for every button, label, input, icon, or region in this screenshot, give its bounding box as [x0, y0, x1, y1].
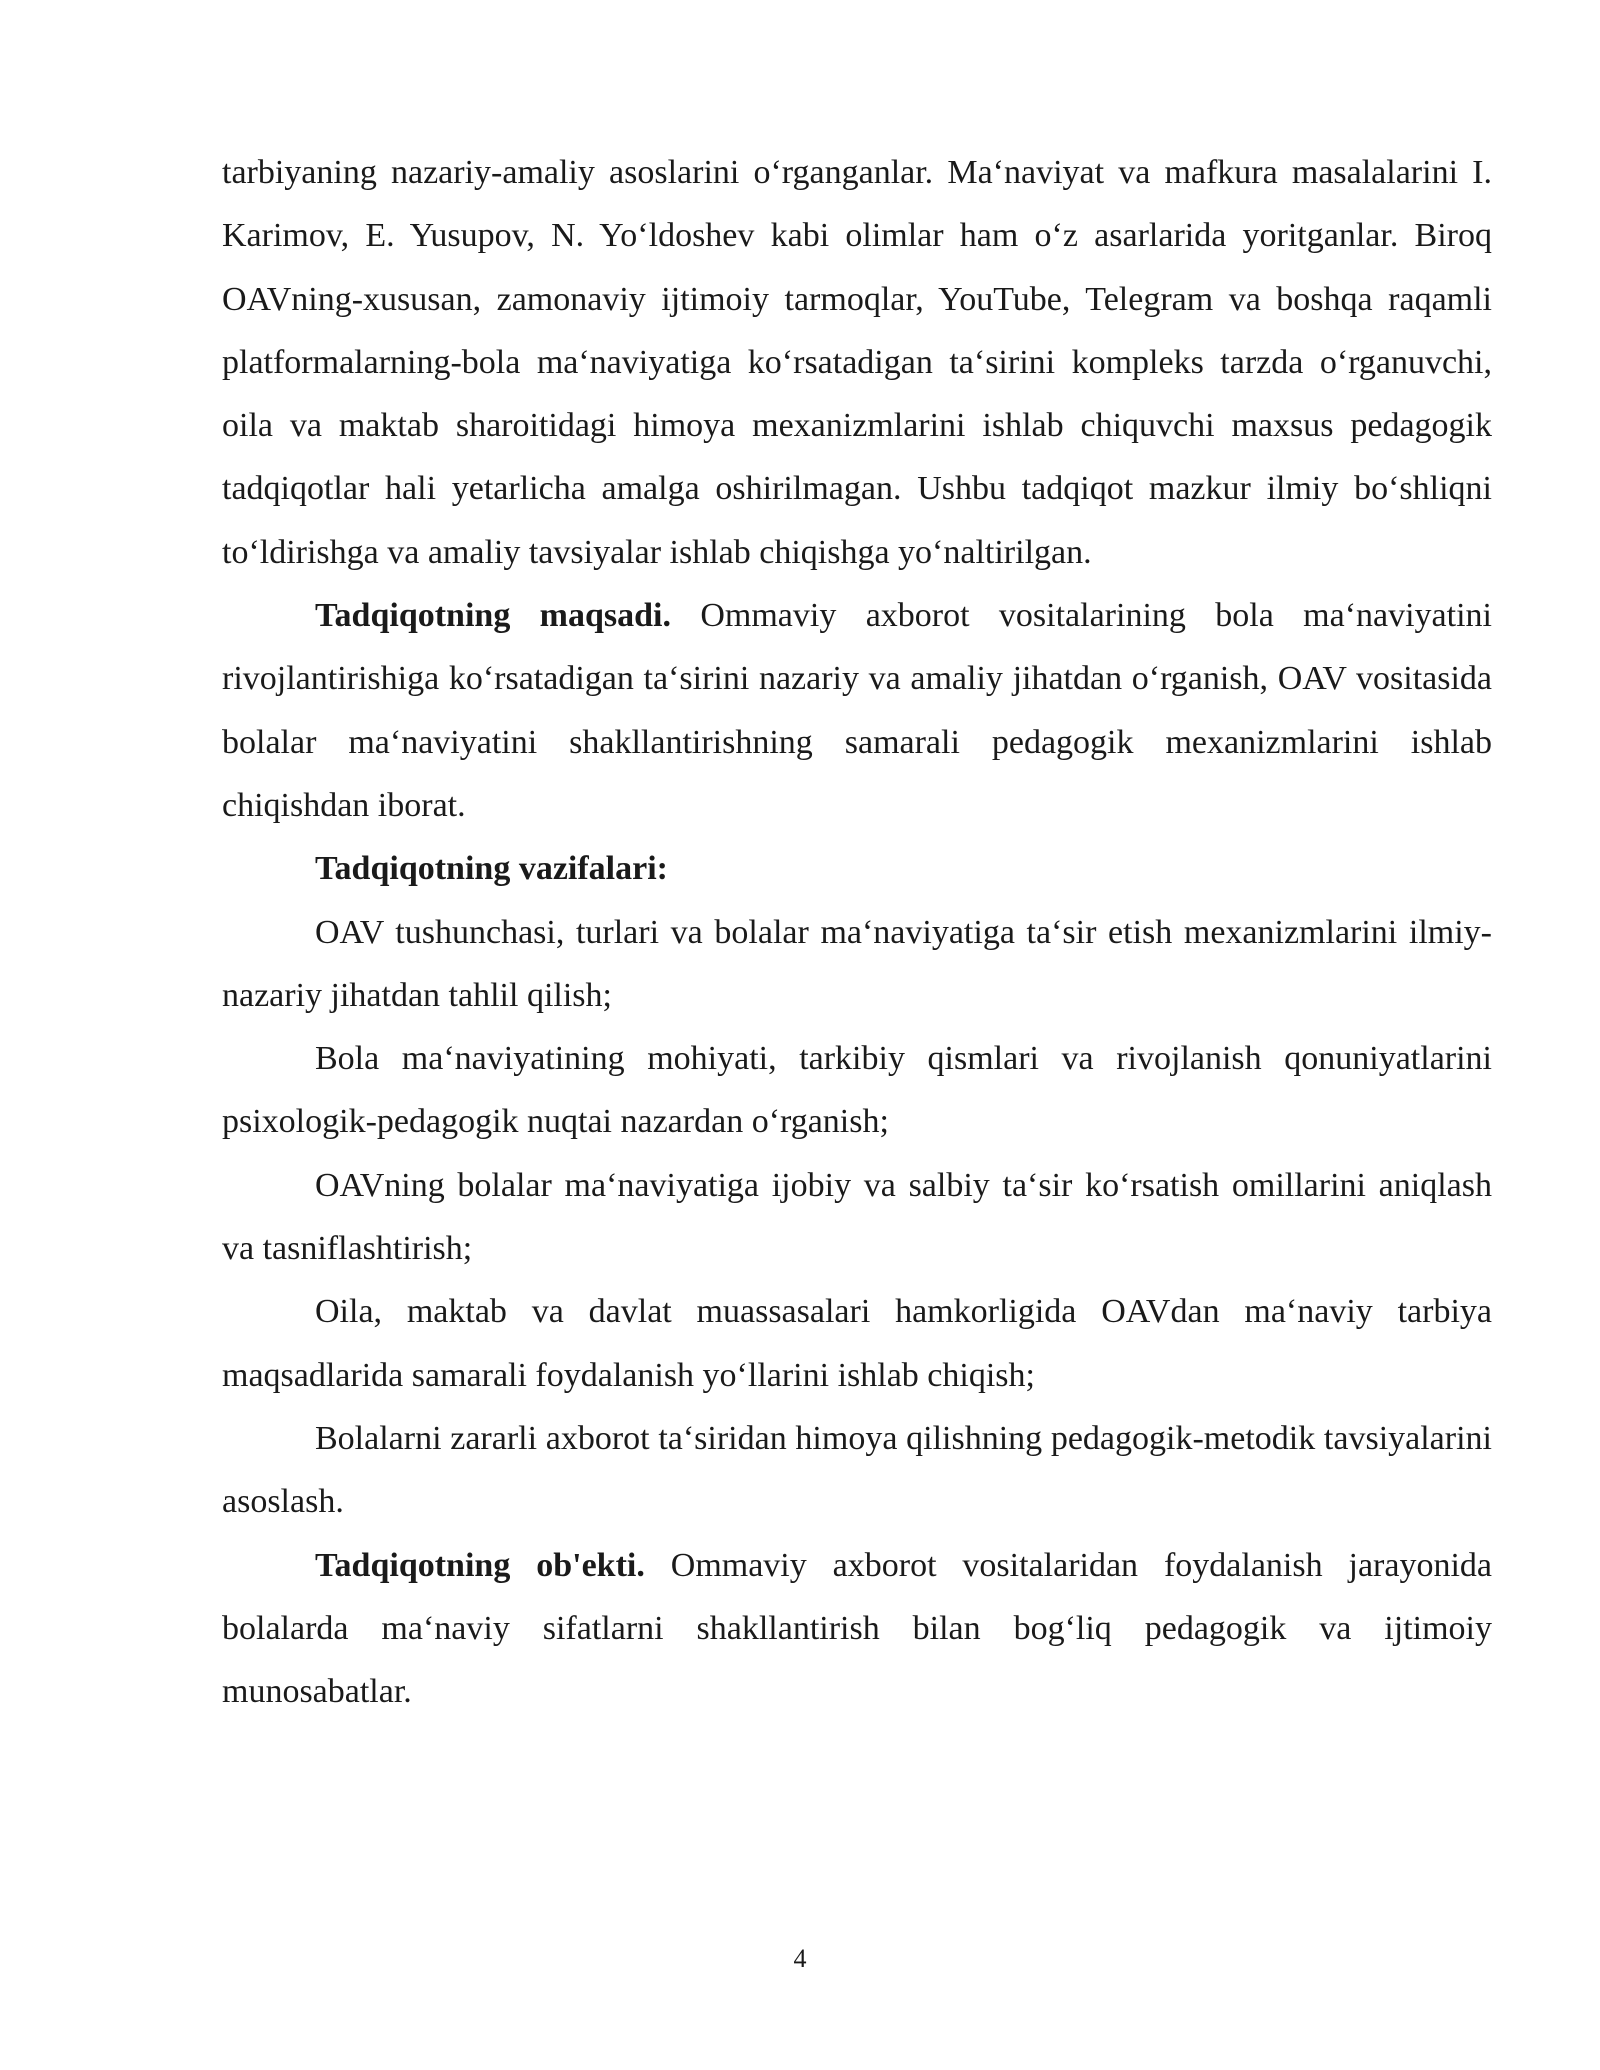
goal-text: Ommaviy axborot vositalarining bola ma‘naviyatini rivojlantirishiga ko‘rsatadigan ta‘sirini nazariy va amaliy jihatdan o‘rganish, OAV vositasida bolalar ma‘naviyatini shakllantirishning samarali pedagogik mexanizmlarini ishlab chiqishdan iborat. — [222, 597, 1492, 824]
task-item-2: Bola ma‘naviyatining mohiyati, tarkibiy qismlari va rivojlanish qonuniyatlarini psixologik-pedagogik nuqtai nazardan o‘rganish; — [222, 1040, 1492, 1141]
paragraph-research-goal — [222, 584, 1492, 837]
object-heading: Tadqiqotning ob'ekti. — [315, 1546, 645, 1584]
goal-heading: Tadqiqotning maqsadi. — [315, 597, 671, 635]
object-text: Ommaviy axborot vositalaridan foydalanish jarayonida bolalarda ma‘naviy sifatlarni shakllantirish bilan bog‘liq pedagogik va ijtimoiy munosabatlar. — [222, 1546, 1492, 1711]
task-item-3: OAVning bolalar ma‘naviyatiga ijobiy va salbiy ta‘sir ko‘rsatish omillarini aniqlash va tasniflashtirish; — [222, 1166, 1492, 1268]
task-item-5: Bolalarni zararli axborot ta‘siridan himoya qilishning pedagogik-metodik tavsiyalarini asoslash. — [222, 1419, 1492, 1521]
page-number: 4 — [793, 1944, 807, 1973]
task-item-1: OAV tushunchasi, turlari va bolalar ma‘naviyatiga ta‘sir etish mexanizmlarini ilmiy-nazariy jihatdan tahlil qilish; — [222, 913, 1492, 1014]
task-item-4: Oila, maktab va davlat muassasalari hamkorligida OAVdan ma‘naviy tarbiya maqsadlarida samarali foydalanish yo‘llarini ishlab chiqish; — [222, 1293, 1492, 1394]
paragraph-research-object — [222, 1534, 1492, 1724]
paragraph-literature-review: tarbiyaning nazariy-amaliy asoslarini o‘rganganlar. Ma‘naviyat va mafkura masalalarini I. Karimov, E. Yusupov, N. Yo‘ldoshev kabi olimlar ham o‘z asarlarida yoritganlar. Biroq OAVning-xususan, zamonaviy ijtimoiy tarmoqlar, YouTube, Telegram va boshqa raqamli platformalarning-bola ma‘naviyatiga ko‘rsatadigan ta‘sirini kompleks tarzda o‘rganuvchi, oila va maktab sharoitidagi himoya mexanizmlarini ishlab chiquvchi maxsus pedagogik tadqiqotlar hali yetarlicha amalga oshirilmagan. Ushbu tadqiqot mazkur ilmiy bo‘shliqni to‘ldirishga va amaliy tavsiyalar ishlab chiqishga yo‘naltirilgan. — [222, 154, 1492, 571]
tasks-heading: Tadqiqotning vazifalari: — [315, 850, 668, 888]
page-body — [222, 141, 1492, 1723]
